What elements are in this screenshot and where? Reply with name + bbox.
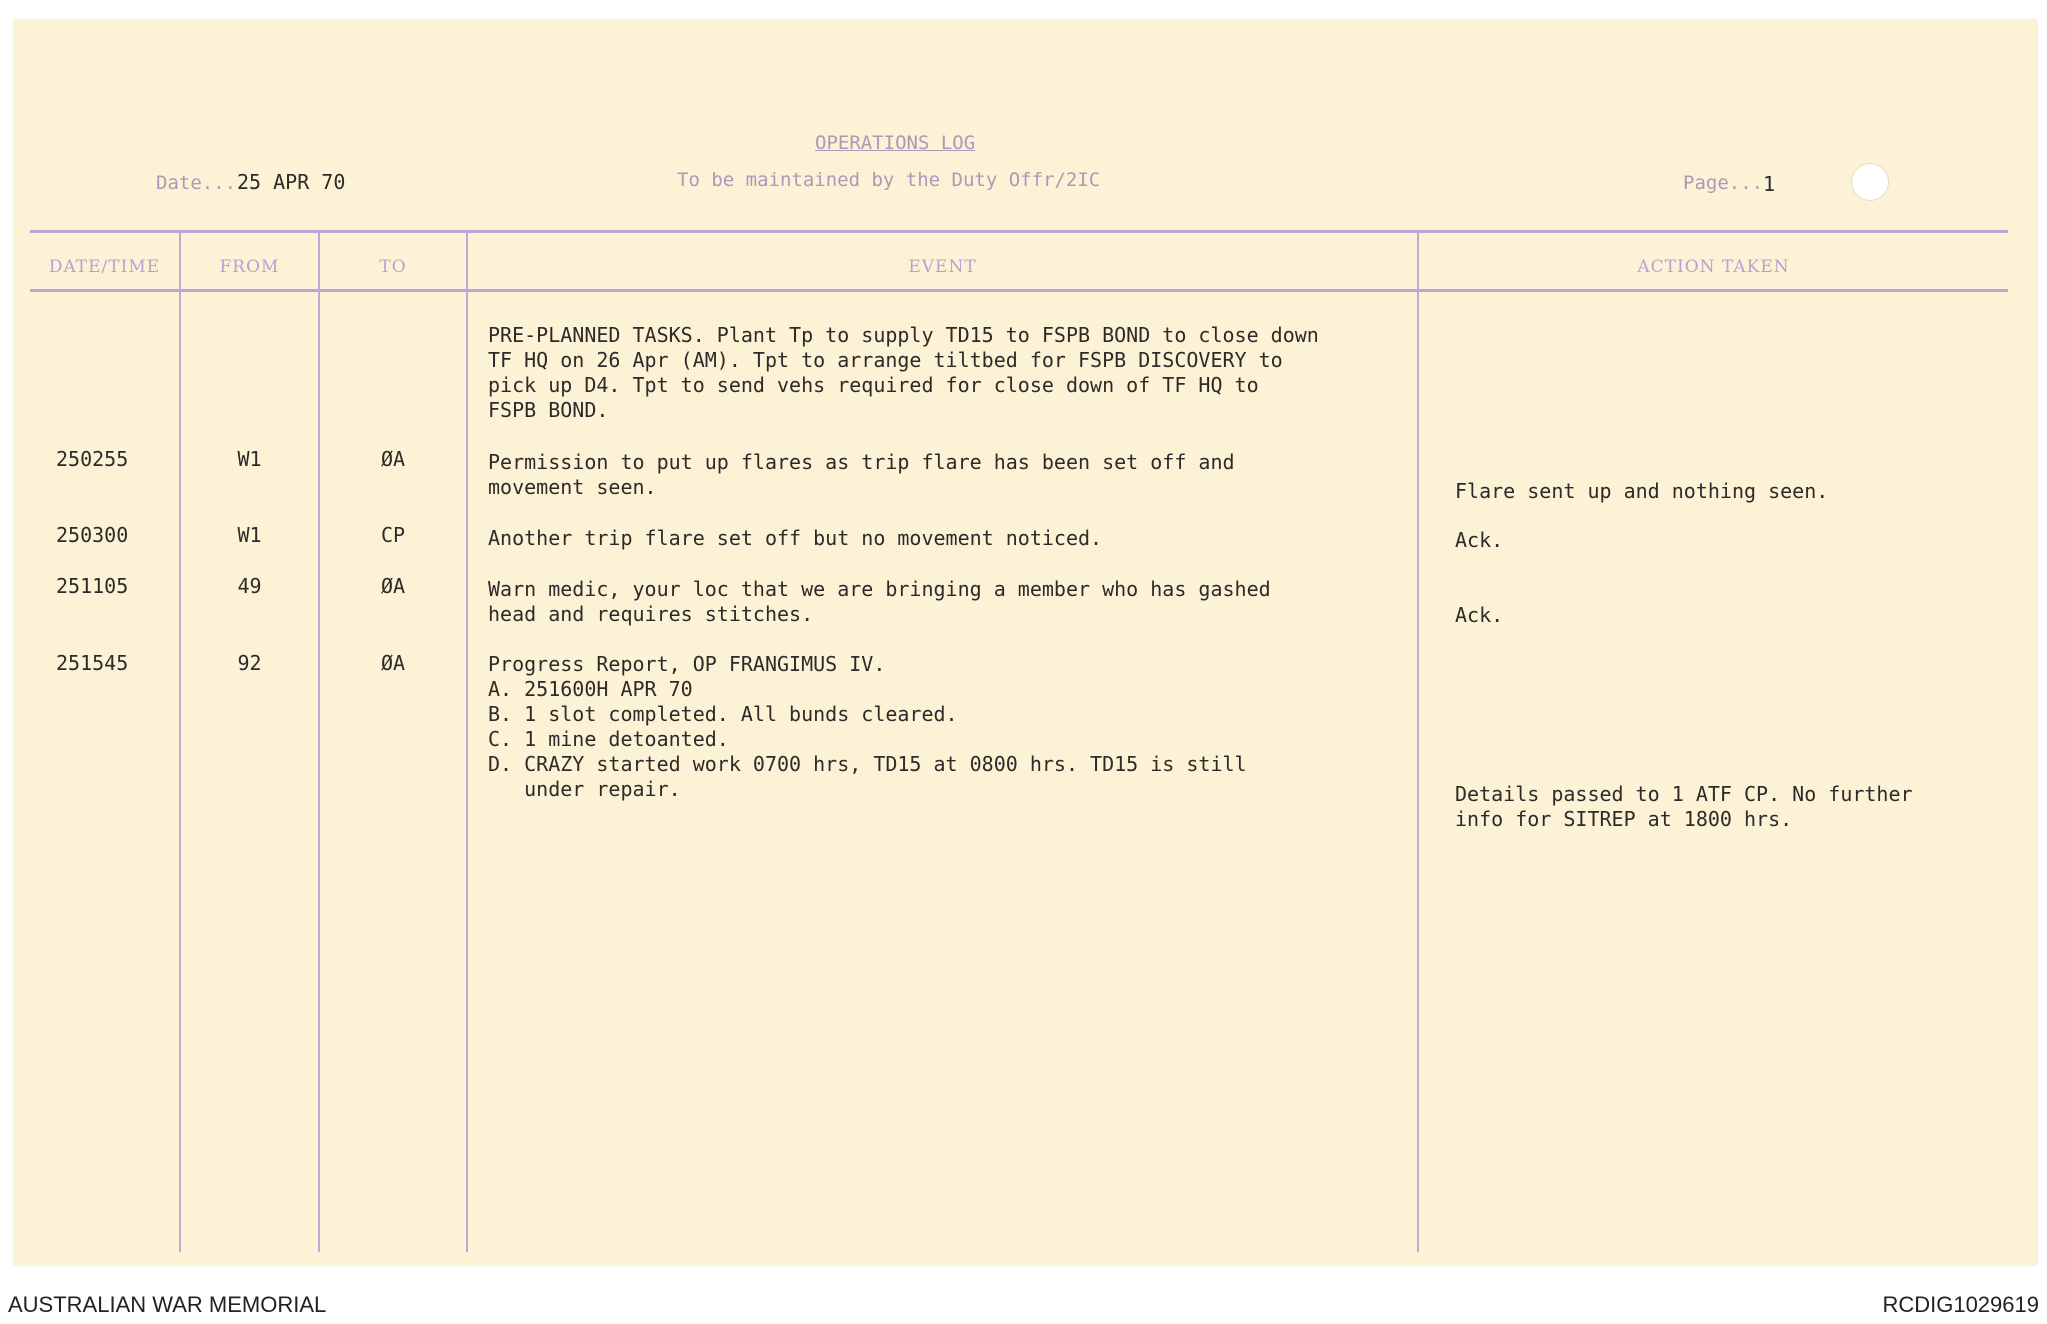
column-header-to: TO [379,257,407,277]
preamble-line: FSPB BOND. [488,398,609,422]
entry-datetime: 250300 [56,523,129,547]
archive-credit: AUSTRALIAN WAR MEMORIAL [8,1292,327,1317]
column-divider [466,230,468,1252]
entry-action [1455,782,2015,832]
entry-to: ØA [380,447,406,471]
column-divider [179,230,181,1252]
page-label: Page... [1683,172,1764,194]
entry-from: W1 [237,447,262,471]
event-line: Warn medic, your loc that we are bringing a member who has gashed [488,577,1271,601]
preamble-line: pick up D4. Tpt to send vehs required for close down of TF HQ to [488,373,1259,397]
table-header-rule [30,289,2008,292]
preamble-line: TF HQ on 26 Apr (AM). Tpt to arrange tiltbed for FSPB DISCOVERY to [488,348,1283,372]
action-line: Details passed to 1 ATF CP. No further [1455,782,1913,806]
date-value: 25 APR 70 [237,170,346,194]
page-number: 1 [1763,172,1776,196]
event-line: A. 251600H APR 70 [488,677,693,701]
column-divider [318,230,320,1252]
entry-event [488,652,1408,802]
column-header-datetime: DATE/TIME [48,257,161,277]
column-header-event: EVENT [908,257,977,277]
column-header-action: ACTION TAKEN [1637,257,1790,277]
entry-from: 92 [237,651,262,675]
preamble-text [488,323,1408,423]
event-line: under repair. [488,777,681,801]
preamble-line: PRE-PLANNED TASKS. Plant Tp to supply TD15 to FSPB BOND to close down [488,323,1319,347]
entry-action [1455,603,2015,628]
form-title: OPERATIONS LOG [815,132,976,154]
action-line: Flare sent up and nothing seen. [1455,479,1829,503]
event-line: Another trip flare set off but no movement noticed. [488,526,1103,550]
entry-event [488,450,1408,500]
punch-hole [1851,163,1889,201]
entry-to: CP [380,523,406,547]
event-line: C. 1 mine detoanted. [488,727,729,751]
form-subtitle: To be maintained by the Duty Offr/2IC [677,169,1101,191]
action-line: Ack. [1455,603,1504,627]
column-header-from: FROM [219,257,280,277]
event-line: movement seen. [488,475,657,499]
entry-datetime: 250255 [56,447,129,471]
entry-from: W1 [237,523,262,547]
entry-action [1455,528,2015,553]
action-line: info for SITREP at 1800 hrs. [1455,807,1793,831]
entry-to: ØA [380,574,406,598]
entry-datetime: 251105 [56,574,129,598]
entry-to: ØA [380,651,406,675]
entry-action [1455,479,2015,504]
entry-event [488,577,1408,627]
action-line: Ack. [1455,528,1504,552]
date-label: Date... [156,172,237,194]
event-line: D. CRAZY started work 0700 hrs, TD15 at 0800 hrs. TD15 is still [488,752,1247,776]
entry-from: 49 [237,574,262,598]
event-line: Permission to put up flares as trip flare has been set off and [488,450,1235,474]
event-line: Progress Report, OP FRANGIMUS IV. [488,652,886,676]
entry-datetime: 251545 [56,651,129,675]
event-line: head and requires stitches. [488,602,814,626]
archive-id: RCDIG1029619 [1882,1292,2039,1317]
entry-event [488,526,1408,551]
event-line: B. 1 slot completed. All bunds cleared. [488,702,958,726]
column-divider [1417,230,1419,1252]
table-top-rule [30,230,2008,233]
